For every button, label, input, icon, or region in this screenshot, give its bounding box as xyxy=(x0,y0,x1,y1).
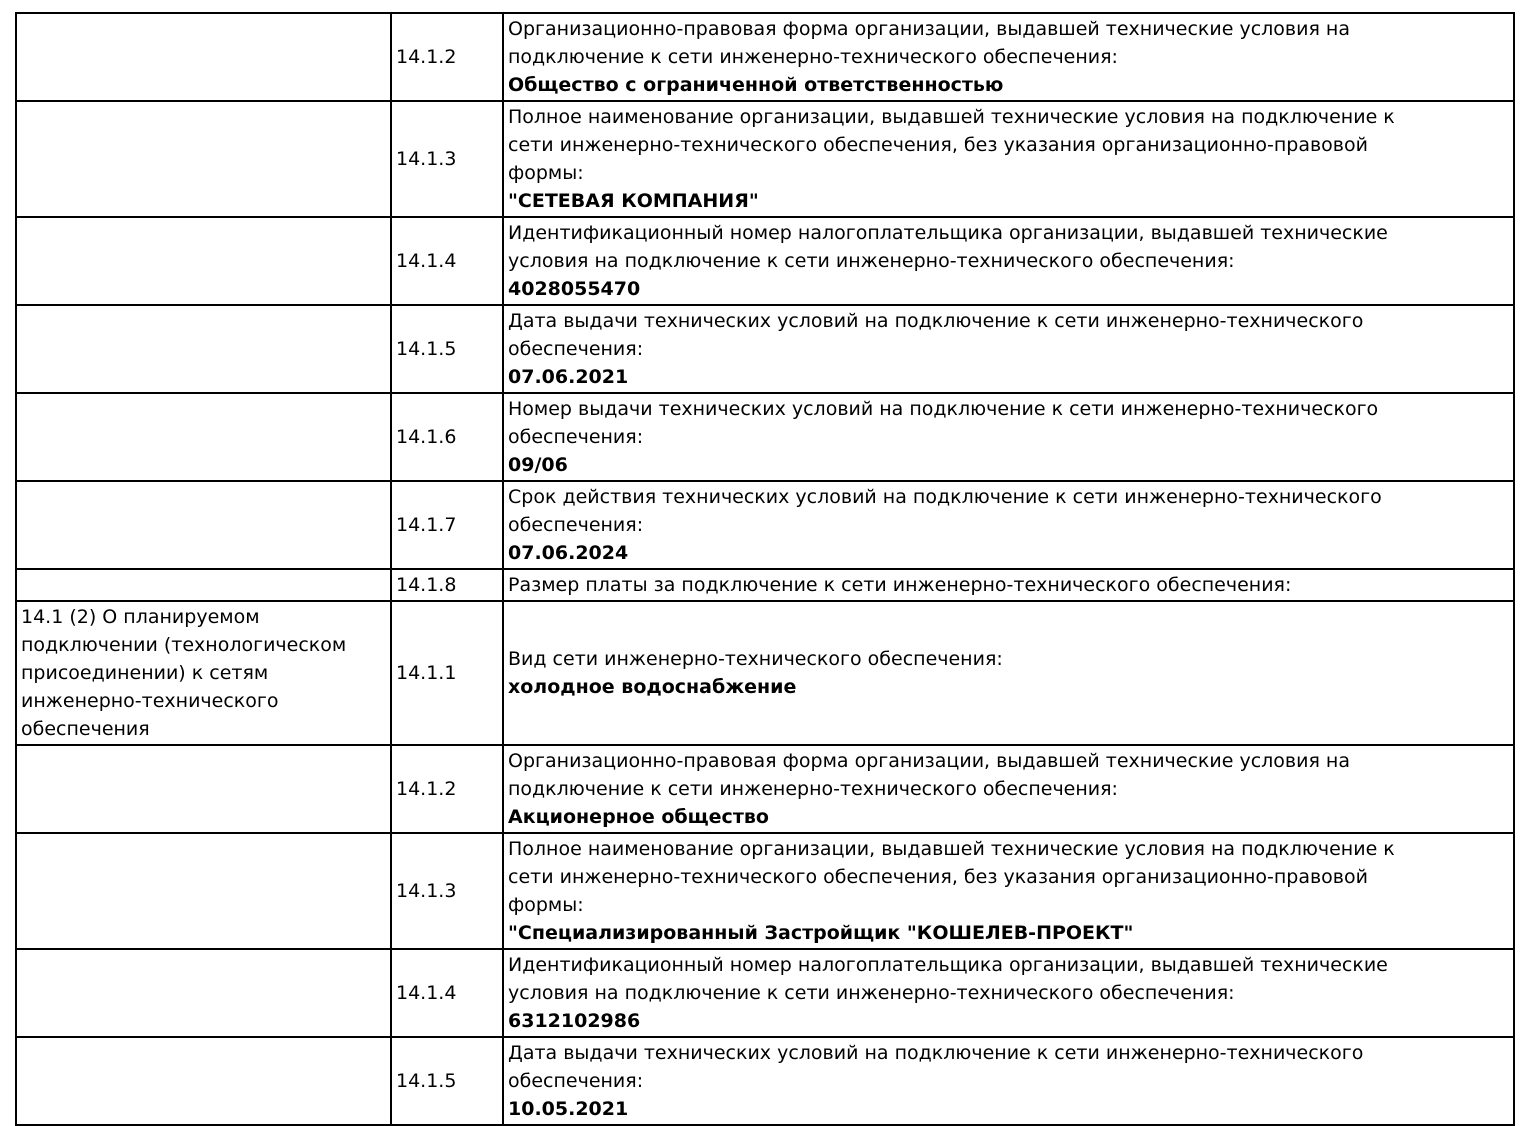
item-code: 14.1.2 xyxy=(391,13,503,101)
table-row xyxy=(16,1037,1514,1125)
table-row xyxy=(16,601,1514,745)
table-row xyxy=(16,833,1514,949)
item-value: "Специализированный Застройщик "КОШЕЛЕВ-ПРОЕКТ" xyxy=(508,922,1134,944)
item-description-cell xyxy=(503,745,1514,833)
item-code: 14.1.4 xyxy=(391,217,503,305)
section-cell xyxy=(16,569,391,601)
item-description-cell xyxy=(503,1037,1514,1125)
table-row xyxy=(16,949,1514,1037)
table-row xyxy=(16,481,1514,569)
table-row xyxy=(16,13,1514,101)
item-description-cell xyxy=(503,949,1514,1037)
item-description-cell xyxy=(503,13,1514,101)
item-description-cell xyxy=(503,601,1514,745)
item-value: Акционерное общество xyxy=(508,806,769,828)
table-row xyxy=(16,393,1514,481)
declaration-table xyxy=(15,12,1515,1126)
item-code: 14.1.4 xyxy=(391,949,503,1037)
section-cell xyxy=(16,745,391,833)
section-cell xyxy=(16,833,391,949)
item-label: Организационно-правовая форма организации, выдавшей технические условия на подключение к сети инженерно-технического обеспечения: xyxy=(508,18,1350,68)
item-value: 6312102986 xyxy=(508,1010,641,1032)
item-value: 4028055470 xyxy=(508,278,641,300)
item-label: Номер выдачи технических условий на подключение к сети инженерно-технического обеспечения: xyxy=(508,398,1379,448)
item-code: 14.1.8 xyxy=(391,569,503,601)
item-label: Дата выдачи технических условий на подключение к сети инженерно-технического обеспечения: xyxy=(508,1042,1364,1092)
section-cell xyxy=(16,217,391,305)
item-label: Срок действия технических условий на подключение к сети инженерно-технического обеспечения: xyxy=(508,486,1382,536)
section-cell xyxy=(16,13,391,101)
item-label: Полное наименование организации, выдавшей технические условия на подключение к сети инженерно-технического обеспечения, без указания организационно-правовой формы: xyxy=(508,838,1395,916)
item-code: 14.1.3 xyxy=(391,833,503,949)
item-label: Идентификационный номер налогоплательщика организации, выдавшей технические условия на подключение к сети инженерно-технического обеспечения: xyxy=(508,954,1388,1004)
table-row xyxy=(16,745,1514,833)
item-code: 14.1.6 xyxy=(391,393,503,481)
table-row xyxy=(16,101,1514,217)
table-row xyxy=(16,217,1514,305)
item-description-cell xyxy=(503,393,1514,481)
item-label: Дата выдачи технических условий на подключение к сети инженерно-технического обеспечения: xyxy=(508,310,1364,360)
item-description-cell xyxy=(503,833,1514,949)
item-label: Полное наименование организации, выдавшей технические условия на подключение к сети инженерно-технического обеспечения, без указания организационно-правовой формы: xyxy=(508,106,1395,184)
table-row xyxy=(16,569,1514,601)
item-code: 14.1.1 xyxy=(391,601,503,745)
item-value: холодное водоснабжение xyxy=(508,676,797,698)
item-value: Общество с ограниченной ответственностью xyxy=(508,74,1004,96)
item-label: Вид сети инженерно-технического обеспечения: xyxy=(508,648,1003,670)
section-cell xyxy=(16,601,391,745)
section-cell xyxy=(16,393,391,481)
item-value: 07.06.2021 xyxy=(508,366,629,388)
item-code: 14.1.5 xyxy=(391,1037,503,1125)
item-description-cell xyxy=(503,305,1514,393)
item-code: 14.1.5 xyxy=(391,305,503,393)
section-cell xyxy=(16,305,391,393)
item-value: 07.06.2024 xyxy=(508,542,629,564)
section-cell xyxy=(16,1037,391,1125)
item-value: 10.05.2021 xyxy=(508,1098,629,1120)
item-code: 14.1.3 xyxy=(391,101,503,217)
section-cell xyxy=(16,481,391,569)
item-code: 14.1.7 xyxy=(391,481,503,569)
item-description-cell xyxy=(503,569,1514,601)
item-label: Размер платы за подключение к сети инженерно-технического обеспечения: xyxy=(508,574,1292,596)
section-cell xyxy=(16,101,391,217)
item-description-cell xyxy=(503,217,1514,305)
item-label: Идентификационный номер налогоплательщика организации, выдавшей технические условия на подключение к сети инженерно-технического обеспечения: xyxy=(508,222,1388,272)
item-code: 14.1.2 xyxy=(391,745,503,833)
item-description-cell xyxy=(503,101,1514,217)
item-value: "СЕТЕВАЯ КОМПАНИЯ" xyxy=(508,190,759,212)
item-label: Организационно-правовая форма организации, выдавшей технические условия на подключение к сети инженерно-технического обеспечения: xyxy=(508,750,1350,800)
table-row xyxy=(16,305,1514,393)
item-value: 09/06 xyxy=(508,454,568,476)
section-cell xyxy=(16,949,391,1037)
item-description-cell xyxy=(503,481,1514,569)
section-title: 14.1 (2) О планируемом подключении (технологическом присоединении) к сетям инженерно-технического обеспечения xyxy=(21,606,347,740)
